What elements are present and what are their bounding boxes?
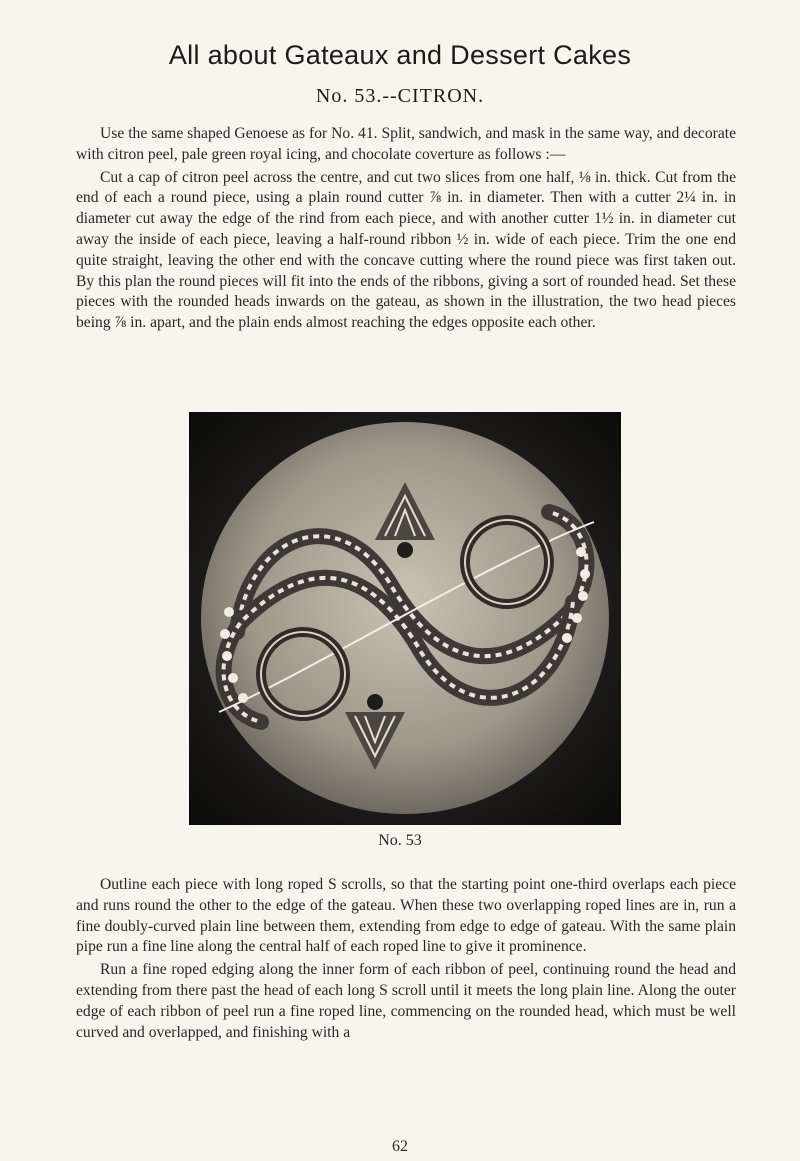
gateau-illustration: [189, 412, 621, 825]
recipe-text-top: [76, 124, 736, 334]
paragraph-edging: Run a fine roped edging along the inner form of each ribbon of peel, continuing round the head and extending from there past the head of each long S scroll until it meets the long plain line. Along the outer edge of each ribbon of peel run a fine roped line, commencing on the rounded head, which must be well curved and overlapped, and finishing with a: [76, 961, 736, 1041]
paragraph-method: Cut a cap of citron peel across the centre, and cut two slices from one half, ⅛ in. thick. Cut from the end of each a round piece, using a plain round cutter ⅞ in. in diameter. Then with a cutter 2¼ in. in diameter cut away the edge of the rind from each piece, and with another cutter 1½ in. in diameter cut away the inside of each piece, leaving a half-round ribbon ½ in. wide of each piece. Trim the one end quite straight, leaving the other end with the concave cutting where the round piece was first taken out. By this plan the round pieces will fit into the ends of the ribbons, giving a sort of rounded head. Set these pieces with the rounded heads inwards on the gateau, as shown in the illustration, the two head pieces being ⅞ in. apart, and the plain ends almost reaching the edges opposite each other.: [76, 168, 736, 332]
figure-caption: No. 53: [378, 832, 422, 849]
page-number: 62: [392, 1138, 408, 1155]
paragraph-outline: Outline each piece with long roped S scrolls, so that the starting point one-third overlaps each piece and runs round the other to the edge of the gateau. When these two overlapping roped lines are in, run a fine doubly-curved plain line between them, extending from edge to edge of gateau. With the same plain pipe run a fine line along the central half of each roped line to give it prominence.: [76, 876, 736, 956]
recipe-text-bottom: [76, 875, 736, 1043]
running-head: All about Gateaux and Dessert Cakes: [168, 40, 632, 70]
recipe-title: No. 53.--CITRON.: [315, 85, 485, 107]
gateau-photograph: [189, 412, 621, 825]
paragraph-intro: Use the same shaped Genoese as for No. 41. Split, sandwich, and mask in the same way, and decorate with citron peel, pale green royal icing, and chocolate coverture as follows :—: [76, 125, 736, 163]
